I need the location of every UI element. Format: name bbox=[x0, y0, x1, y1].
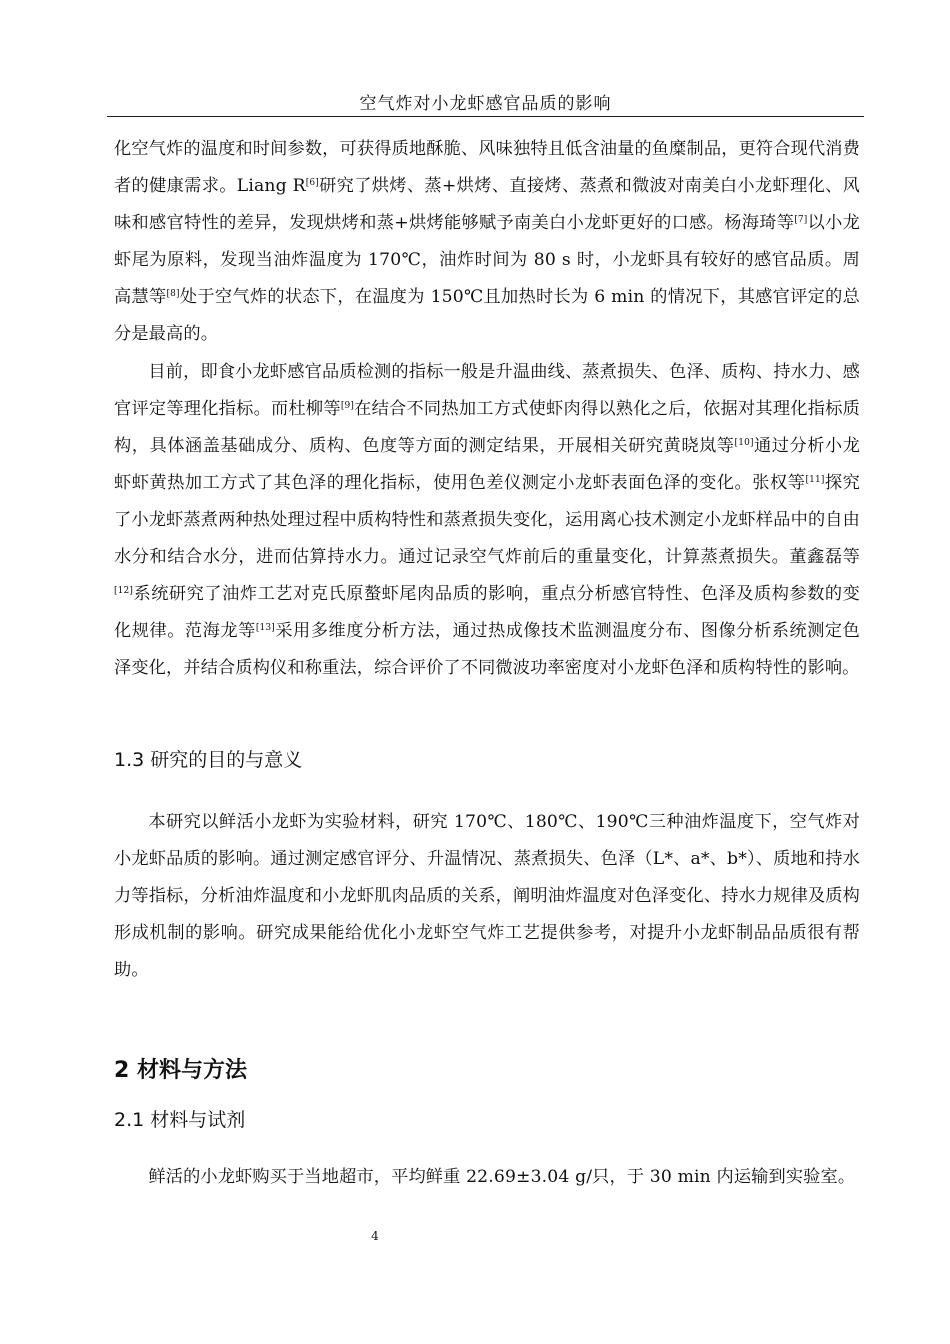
paragraph-1-text-2: 研究了烘烤、蒸+烘烤、直接烤、蒸煮和微波对南美白小龙虾理化、风味和感官特性的差异，发现烘烤和蒸+烘烤能够赋予南美白小龙虾更好的口感。杨海琦等 bbox=[114, 176, 860, 233]
citation-10: [10] bbox=[734, 438, 754, 448]
citation-7: [7] bbox=[794, 215, 808, 225]
citation-11: [11] bbox=[805, 475, 825, 485]
section-heading-1-3: 1.3 研究的目的与意义 bbox=[114, 749, 303, 771]
paragraph-1-text-3: 以小龙虾尾为原料，发现当油炸温度为 170℃，油炸时间为 80 s 时，小龙虾具有较好的感官品质。周高慧等 bbox=[114, 213, 860, 307]
citation-12: [12] bbox=[114, 586, 134, 596]
citation-9: [9] bbox=[340, 401, 355, 411]
paragraph-2 bbox=[114, 354, 860, 687]
paragraph-2-text-1: 目前，即食小龙虾感官品质检测的指标一般是升温曲线、蒸煮损失、色泽、质构、持水力、感官评定等理化指标。而杜柳等 bbox=[114, 362, 860, 419]
citation-8: [8] bbox=[166, 289, 180, 299]
section-heading-2-1: 2.1 材料与试剂 bbox=[114, 1109, 246, 1131]
paragraph-2-text-6: 采用多维度分析方法，通过热成像技术监测温度分布、图像分析系统测定色泽变化，并结合质构仪和称重法，综合评价了不同微波功率密度对小龙虾色泽和质构特性的影响。 bbox=[114, 621, 861, 678]
paragraph-2-text-4: 探究了小龙虾蒸煮两种热处理过程中质构特性和蒸煮损失变化，运用离心技术测定小龙虾样品中的自由水分和结合水分，进而估算持水力。通过记录空气炸前后的重量变化，计算蒸煮损失。董鑫磊等 bbox=[114, 473, 860, 567]
paragraph-1-text-4: 处于空气炸的状态下，在温度为 150℃且加热时长为 6 min 的情况下，其感官评定的总分是最高的。 bbox=[114, 287, 861, 344]
paragraph-1-text-1: 化空气炸的温度和时间参数，可获得质地酥脆、风味独特且低含油量的鱼糜制品，更符合现代消费者的健康需求。Liang R bbox=[114, 139, 860, 196]
header-rule bbox=[107, 116, 864, 117]
paragraph-3: 本研究以鲜活小龙虾为实验材料，研究 170℃、180℃、190℃三种油炸温度下，空气炸对小龙虾品质的影响。通过测定感官评分、升温情况、蒸煮损失、色泽（L*、a*、b*）、质地和持水力等指标，分析油炸温度和小龙虾肌肉品质的关系，阐明油炸温度对色泽变化、持水力规律及质构形成机制的影响。研究成果能给优化小龙虾空气炸工艺提供参考，对提升小龙虾制品品质很有帮助。 bbox=[114, 812, 860, 980]
page-number: 4 bbox=[371, 1229, 379, 1243]
citation-6: [6] bbox=[305, 178, 319, 188]
paragraph-4: 鲜活的小龙虾购买于当地超市，平均鲜重 22.69±3.04 g/只，于 30 min 内运输到实验室。 bbox=[148, 1167, 856, 1187]
paragraph-2-text-5: 系统研究了油炸工艺对克氏原螯虾尾肉品质的影响，重点分析感官特性、色泽及质构参数的变化规律。范海龙等 bbox=[114, 584, 860, 641]
running-header: 空气炸对小龙虾感官品质的影响 bbox=[359, 94, 612, 114]
section-heading-2: 2 材料与方法 bbox=[114, 1058, 247, 1083]
paragraph-2-text-2: 在结合不同热加工方式使虾肉得以熟化之后，依据对其理化指标质构，具体涵盖基础成分、质构、色度等方面的测定结果，开展相关研究黄晓岚等 bbox=[114, 399, 861, 456]
paragraph-1 bbox=[114, 131, 860, 353]
paragraph-2-text-3: 通过分析小龙虾虾黄热加工方式了其色泽的理化指标，使用色差仪测定小龙虾表面色泽的变化。张权等 bbox=[114, 436, 860, 493]
citation-13: [13] bbox=[255, 623, 275, 633]
